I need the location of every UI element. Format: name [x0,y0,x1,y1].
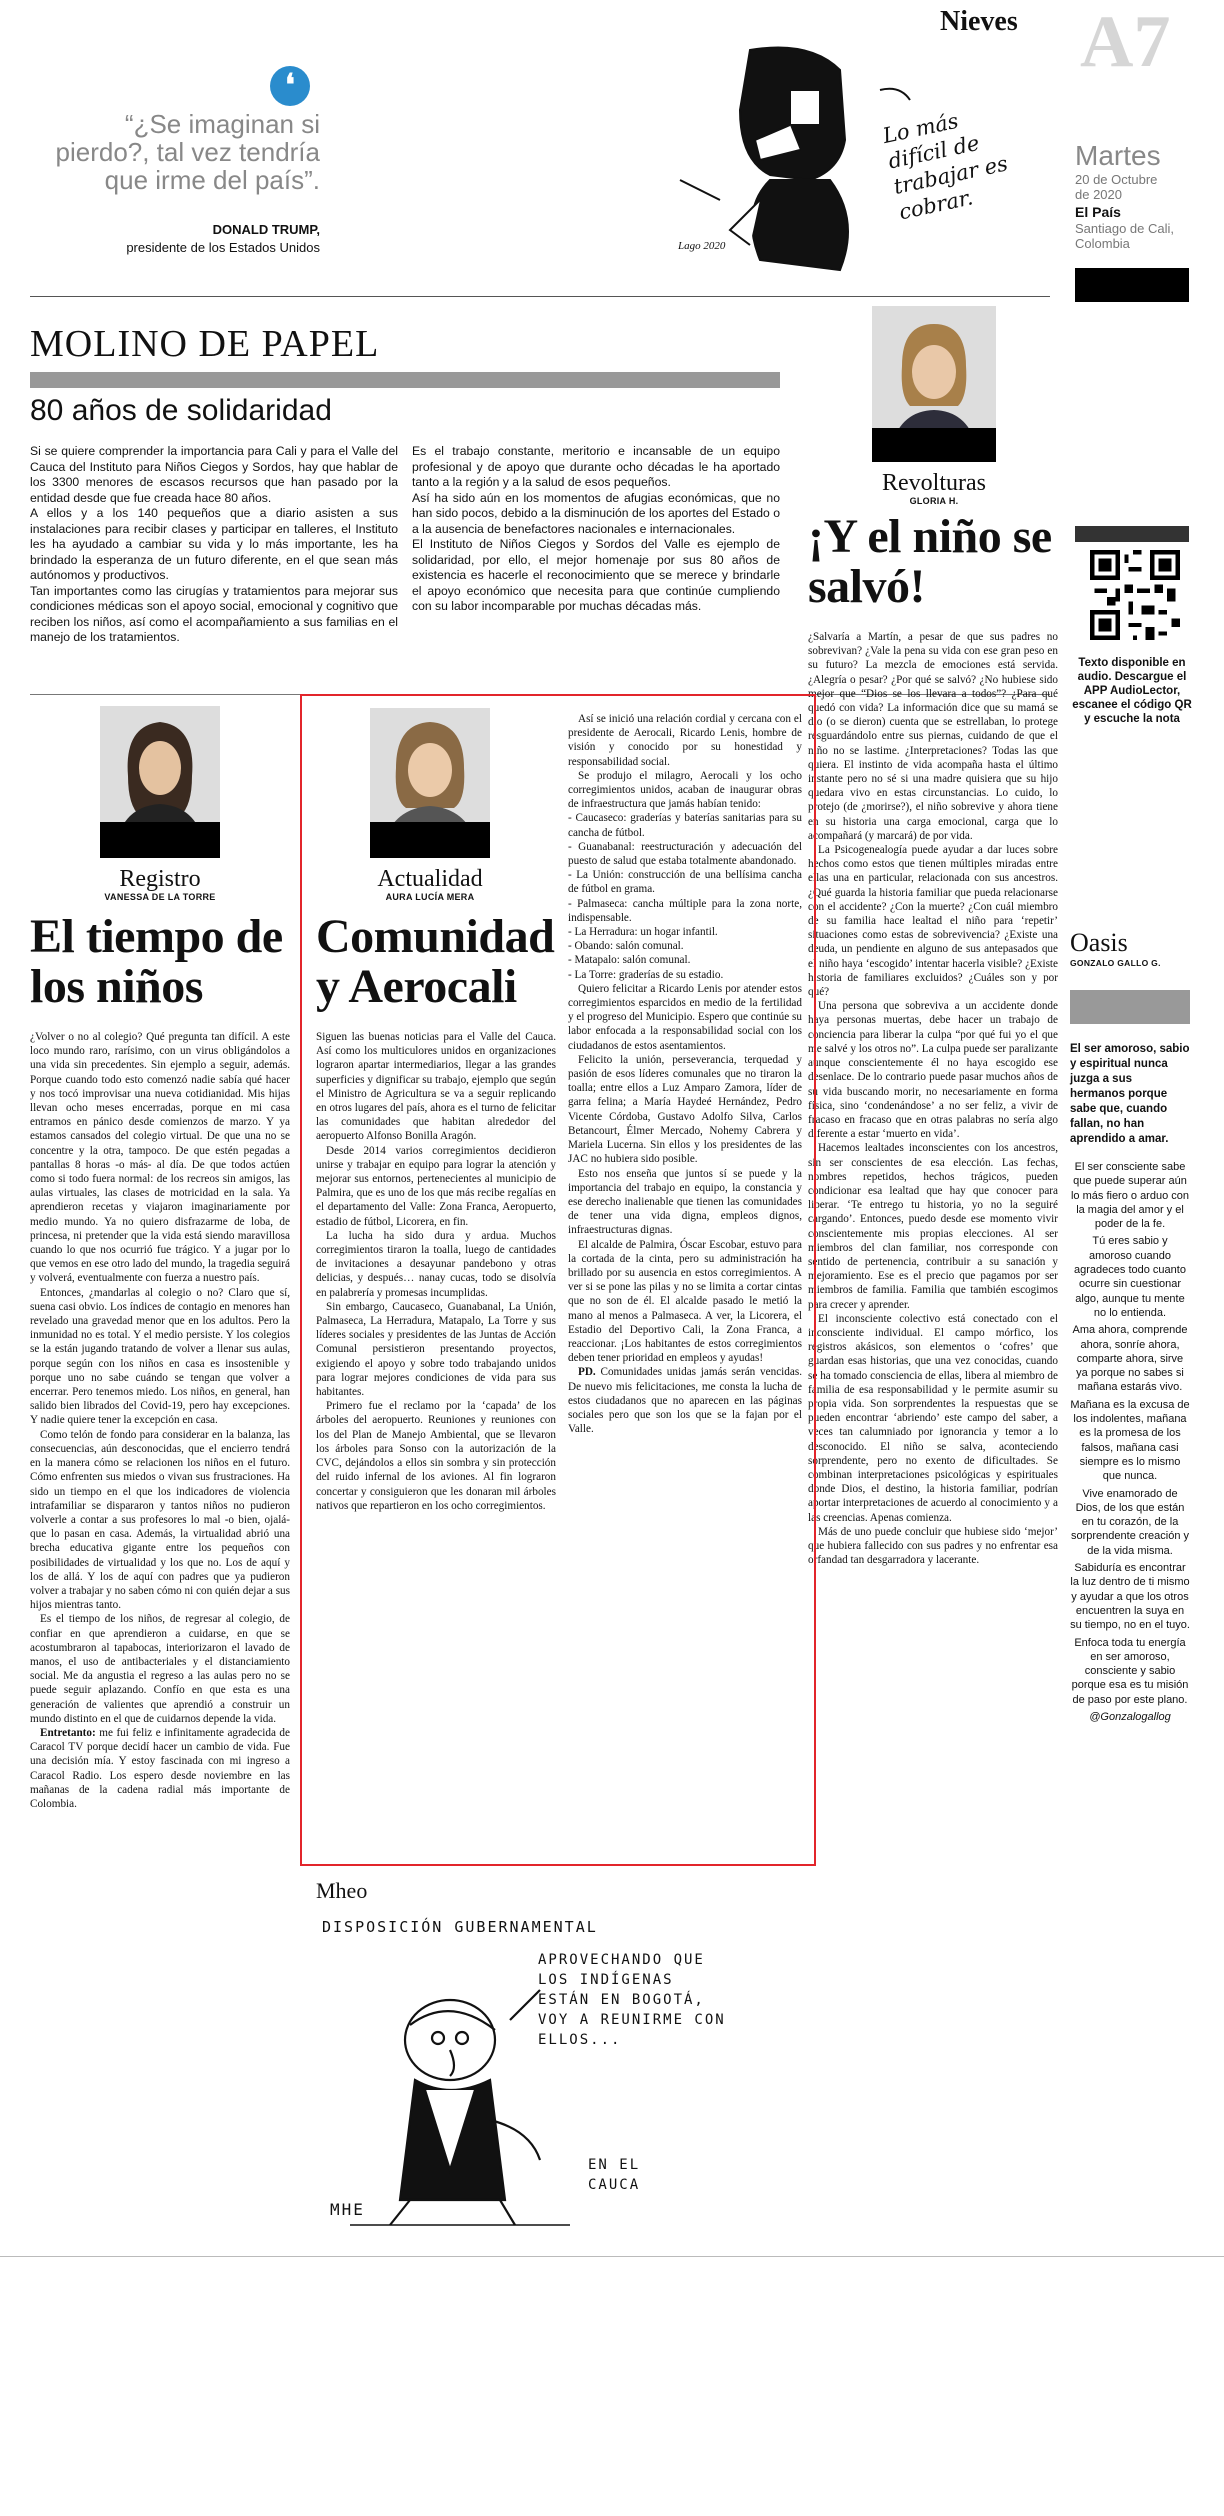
oasis-paragraph: Sabiduría es encontrar la luz dentro de ti mismo y ayudar a que los otros encuentren la suya en su tiempo, no en el tuyo. [1070,1562,1190,1632]
list-item: - Matapalo: salón comunal. [568,954,691,967]
article-paragraph: Más de uno puede concluir que hubiese sido ‘mejor’ que hubiera fallecido con sus padres y no enfrentar esa orfandad tan desgarradora y lacerante. [808,1525,1058,1567]
oasis-bar [1070,990,1190,1024]
article-paragraph [568,1365,802,1436]
article-paragraph: El alcalde de Palmira, Óscar Escobar, estuvo para la cortada de la cinta, pero su administración ha brillado por su ausencia en estos corregimientos. A ver si se pone las pilas y no se limita a cortar cintas que no son de él. El alcalde pasado le metió la mano al menos a Palmaseca. A ver, la Licorera, el Estadio del Deportivo Cali, la Zona Franca, a reaccionar. ¡Los habitantes de estos corregimientos deben tener prioridad en empleos y ayudas! [568,1238,802,1365]
list-item: - La Herradura: un hogar infantil. [568,926,718,939]
article-headline: ¡Y el niño se salvó! [808,510,1052,613]
article-paragraph: Primero fue el reclamo por la ‘capada’ de los árboles del aeropuerto. Reuniones y reuniones con los del Plan de Manejo Ambiental, que se llevaron los árboles para Sonso con la autorización de la CVC, dejándolos a ellos sin sombra y sin protección del ruido infernal de los aviones. Al fin lograron concertar y consiguieron que les donaran mil árboles nativos que repartieron en los ocho corregimientos. [316,1400,556,1512]
article-paragraph: ¿Salvaría a Martín, a pesar de que sus padres no sobrevivan? ¿Vale la pena su vida con ese gran peso en su futuro? La mezcla de emociones está servida. ¿Alegría o pesar? ¿Por qué se salvó? ¿No hubiese sido mejor que “Dios se los llevara a todos”? ¿Para qué quedó con vida? La información dice que su mamá se dio (o se dieron) cuenta que se estrellaban, lo protege resguardándolo entre sus piernas, cuidando de que el niño no se lastime. ¿Interpretaciones? Todas las que quiera. El instinto de vida acompaña hasta el último instante pero no sé si una madre quisiera que su hijo quedara vivo en estas circunstancias. Lo cuido, lo protejo (de ¿morirse?), el niño sobrevive y ahora tiene en su historia una carga emocional, carga que lo acompañará (y marcará) de por vida. [808,631,1058,842]
article-headline: Comunidad y Aerocali [316,910,555,1013]
columnist-namebar [872,428,996,462]
column-author: GLORIA H. [909,496,959,506]
article-paragraph: Hacemos lealtades inconscientes con los ancestros, sin ser conscientes de esa elección. Las fechas, nombres repetidos, hechos trágicos, pueden condicionar esa lealtad que hay que conocer para liberar. ‘Te entrego tu historia, yo no la seguiré cargando’. Entonces, puedo desde ese momento vivir conscientemente mis propias elecciones. Al ser miembros del clan familiar, nos corresponde con sentido de pertenencia, contribuir a su sanación y mejoramiento. Ese es el precio que pagamos por ser miembros de familia. Familia que también escogimos para crecer y aprender. [808,1142,1058,1311]
editorial-paragraph: Si se quiere comprender la importancia para Cali y para el Valle del Cauca del Instituto para Niños Ciegos y Sordos, hay que hablar de los 3300 menores de escasos recursos que han pasado por la entidad desde que fue creada hace 80 años. [30,444,398,505]
article-paragraph: Sin embargo, Caucaseco, Guanabanal, La Unión, Palmaseca, La Herradura, Matapalo, La Torre y sus líderes sociales y presidentes de las Juntas de Acción Comunal persistieron presentando proyectos, exigiendo el apoyo y sobre todo trabajando unidos para lograr mejores condiciones de vida para sus habitantes. [316,1300,556,1399]
oasis-paragraph: Enfoca toda tu energía en ser amoroso, consciente y sabio porque esa es tu misión de paso por este plano. [1071,1636,1189,1706]
article-body-left [316,1030,556,1513]
columnist-photo-actualidad [370,708,490,836]
paper-name: El País [1075,204,1121,220]
section-title-bar [30,372,780,388]
article-paragraph: Siguen las buenas noticias para el Valle del Cauca. Así como los multiculores unidos en organizaciones lograron apartar intermediarios, llegar a las grandes superficies y dignificar su trabajo, ejemplo que según el Ministro de Agricultura se va a seguir replicando en otros lugares del país, ahora es el turno de felicitar las comunidades que habitan alrededor del aeropuerto Alfonso Bonilla Aragón. [316,1031,556,1143]
oasis-paragraph: El ser consciente sabe que puede superar aún lo más fiero o arduo con la magia del amor y el poder de la fe. [1070,1161,1189,1231]
cartoon-title: DISPOSICIÓN GUBERNAMENTAL [322,1918,598,1936]
pd-label: PD. [578,1366,596,1379]
speech-bubble: APROVECHANDO QUE LOS INDÍGENAS ESTÁN EN BOGOTÁ, VOY A REUNIRME CON ELLOS... [538,1952,726,2048]
qr-code[interactable] [1090,550,1180,640]
editorial-paragraph: Tan importantes como las cirugías y tratamientos para mejorar sus condiciones médicas son el apoyo social, emocional y cognitivo que reciben los niños, así como el acompañamiento a sus familias en el manejo de los tratamientos. [30,583,398,644]
editorial-column-2 [412,444,780,615]
columnist-photo-revolturas [872,306,996,444]
oasis-paragraph: Vive enamorado de Dios, de los que están en tu corazón, de la sorprendente creación y de la vida misma. [1070,1487,1189,1557]
article-headline: El tiempo de los niños [30,910,283,1013]
closing-text: me fui feliz e infinitamente agradecida de Caracol TV porque decidí hacer un cambio de vida. Fue una decisión mía. Y estoy fascinada con mi ingreso a Caracol Radio. Los espero desde noviembre en las mañanas de la cadena radial más importante de Colombia. [30,1726,290,1810]
cartoon-note: EN EL CAUCA [588,2157,641,2193]
oasis-paragraph: Ama ahora, comprende ahora, sonríe ahora, comparte ahora, sirve ya porque no sabes si mañana estarás vivo. [1072,1324,1188,1394]
closing-label: Entretanto: [40,1726,96,1739]
editorial-headline: 80 años de solidaridad [30,394,332,427]
article-paragraph: Desde 2014 varios corregimientos decidieron unirse y trabajar en equipo para lograr la atención y mejorar sus entornos, pertenecientes al municipio de Palmira, que es uno de los que más recibe regalías en el departamento del Valle: Zona Franca, Aeropuerto, estadio de fútbol, Licorera, en fin. [316,1144,556,1228]
list-item: - Guanabanal: reestructuración y adecuación del puesto de salud que estaba totalmente abandonado. [568,840,802,868]
editorial-paragraph: El Instituto de Niños Ciegos y Sordos del Valle es ejemplo de solidaridad, por ello, el mejor homenaje por sus 80 años de existencia es hacerle el reconocimiento que se merece y brindarle el apoyo económico que necesita para que continúe cumpliendo con su labor incomparable por muchas décadas más. [412,537,780,613]
edition-city: Santiago de Cali, Colombia [1075,221,1175,251]
article-body-right [568,712,802,1436]
article-paragraph: La Psicogenealogía puede ayudar a dar luces sobre hechos como estos que tienen múltiples miradas entre ellas una en particular, relacionada con sus ancestros. ¿Qué guarda la historia familiar que pueda relacionarse con el accidente? ¿Con la muerte? ¿Con cuál miembro de su familia hace lealtad el niño para ‘repetir’ situaciones como estas de sobrevivencia? ¿Existe una deuda, un pendiente en alguno de sus antepasados que el niño haya ‘escogido’ intentar hacerla visible? ¿Existe historia de familiares excluidos? ¿Cuáles son y por qué? [808,844,1058,999]
qr-code-icon [1090,550,1180,640]
oasis-lead: El ser amoroso, sabio y espiritual nunca juzga a sus hermanos porque sabe que, cuando fallan, no han aprendido a amar. [1070,1043,1190,1145]
oasis-handle[interactable]: @Gonzalogallog [1089,1710,1171,1723]
article-body [30,1030,290,1811]
list-item: - Palmaseca: cancha múltiple para la zona norte, indispensable. [568,897,802,924]
section-name: Nieves [940,6,1018,37]
list-item: - Caucaseco: graderías y baterías sanitarias para su cancha de fútbol. [568,812,802,839]
bottom-rule [0,2256,1224,2257]
editorial-paragraph: Es el trabajo constante, meritorio e incansable de un equipo profesional y de apoyo que durante ocho décadas le ha aportado tanto a la región y a la salud de esos pequeños. [412,444,780,489]
top-rule [30,296,1050,297]
oasis-paragraph: Tú eres sabio y amoroso cuando agradeces todo cuanto ocurre sin cuestionar algo, aunque tu mente no lo entienda. [1074,1235,1186,1319]
article-paragraph: ¿Volver o no al colegio? Qué pregunta tan difícil. A este loco mundo raro, rarísimo, con un virus obligándolos a una vida sin precedentes. Sin ejemplo a seguir, además. Porque cuando todo esto comenzó nadie sabía qué hacer y nos tocó improvisar una nueva cotidianidad. Mis hijas llevan ocho meses encerradas, porque en mi casa entramos en pánico desde comienzos de marzo. Y ya estamos cansados del colegio virtual. De que una no se concentre y la otra, tampoco. De que estén pegadas a pantallas 8 horas -o más- al día. De que todos actúen como si todo fuera normal: de los recreos sin amigos, las aulas virtuales, las clases de motricidad en la sala. Ya aprendieron recetas y viajaron imaginariamente por medio mundo. Ya no quiero disfrazarme de loba, de princesa, ni pretender que la vida está siendo maravillosa cuando lo que nos ocurrió fue trágico. Y a jugar por lo que vemos en ese otro lado del mundo, la tragedia seguirá y volverá, eventualmente con fuerza a nuestro país. [30,1031,290,1285]
section-title: MOLINO DE PAPEL [30,323,380,365]
columnist-photo-registro [100,706,220,836]
article-paragraph: Quiero felicitar a Ricardo Lenis por atender estos corregimientos esparcidos en medio de la fertilidad y el progreso del Municipio. Espero que continúe su labor enfocada a la responsabilidad social con los ciudadanos de estos asentamientos. [568,982,802,1052]
article-paragraph: La lucha ha sido dura y ardua. Muchos corregimientos tiraron la toalla, luego de cantidades de invitaciones a desayunar pandebono y otras delicias, y después… nanay cucas, todo se disolvía en palabrería y promesas incumplidas. [316,1229,556,1299]
quote-author: DONALD TRUMP, [212,222,320,237]
article-paragraph: Entonces, ¿mandarlas al colegio o no? Claro que sí, suena casi obvio. Los índices de contagio en menores han revelado una gravedad menor que en los adultos. Pero la inmunidad no es total. Y el medio persiste. Y los colegios se la están jugando tratando de volver a llenar sus aulas, porque según con los niños en casa es insostenible y porque uno no sabe cuándo se tengan que volver a encerrar. Pero tenemos miedo. Los niños, en general, han salido bien librados del Covid-19, pero hay excepciones. Y nadie quiere tener la excepción en casa. [30,1286,290,1427]
pd-text: Comunidades unidas jamás serán vencidas. De nuevo mis felicitaciones, me consta la lucha de estos ciudadanos que no aparecen en las páginas sociales pero que son los que se la fajan por el Valle. [568,1366,802,1436]
article-paragraph: El inconsciente colectivo está conectado con el inconsciente individual. El campo mórfico, los registros akásicos, son elementos o ‘cofres’ que guardan esas historias, que una vez conocidas, cuando se ha tomado consciencia de ellas, libera al miembro de familia de esa responsabilidad y le permite asumir su propia vida. Son sorprendentes la respuestas que se pueden encontrar ‘abriendo’ este campo del saber, a veces tan calumniado por ignorancia y temor a lo desconocido. El niño se salva, aconteciendo sorprendente, pero no exento de dificultades. Se combinan interpretaciones psicológicas y espirituales donde Dios, el destino, la historia familiar, podrían aportar interpretaciones de acuerdo al conocimiento y a las creencias. Apenas comienza. [808,1312,1058,1524]
cartoon-signature: Lago 2020 [678,240,726,252]
oasis-body [1070,1160,1190,1724]
oasis-paragraph: Mañana es la excusa de los indolentes, mañana es la promesa de los falsos, mañana casi siempre es lo mismo que nunca. [1070,1398,1190,1483]
editorial-column-1 [30,444,398,646]
columnist-namebar [100,822,220,858]
article-paragraph: Esto nos enseña que juntos sí se puede y la importancia del trabajo en equipo, la constancia y ese derecho inalienable que tienen las comunidades de tener una vida digna, empleos dignos, infraestructuras dignas. [568,1167,802,1237]
qr-caption: Texto disponible en audio. Descargue el APP AudioLector, escanee el código QR y escuche la nota [1072,657,1192,725]
page-number: A7 [1080,1,1171,83]
masthead-black-bar [1075,268,1189,302]
article-paragraph: Felicito la unión, perseverancia, terquedad y pasión de esos líderes comunales que no tiraron la toalla; entre ellos a Luz Amparo Zamora, líder de garra felina; a María Haydeé Hernández, Pedro Vicente Córdoba, Gustavo Adolfo Silva, Carlos Betancourt, Élmer Mercado, Nohemy Cabrera y Mariela Lucerna. Sin ellos y los presidentes de las JAC no hubiera sido posible. [568,1053,802,1166]
article-paragraph [30,1726,290,1811]
article-paragraph: Se produjo el milagro, Aerocali y los ocho corregimientos unidos, acaban de inaugurar obras de infraestructura que jamás habían tenido: [568,769,802,811]
article-paragraph: Así se inició una relación cordial y cercana con el presidente de Aerocali, Ricardo Lenis, hombre de visión y conocido por su honestidad y responsabilidad social. [568,713,802,768]
sidebar-black-bar [1075,526,1189,542]
column-author: VANESSA DE LA TORRE [104,892,216,902]
column-author: GONZALO GALLO G. [1070,958,1161,968]
article-paragraph: Es el tiempo de los niños, de regresar al colegio, de confiar en que aprendieron a cuidarse, en que se acostumbraron al tapabocas, interiorizaron el lavado de manos, el uso de antibacteriales y el distanciamiento social. Me da angustia el regreso a las aulas pero no se puede seguir aplazando. Confío en que esta es una generación de valientes que aprendió a construir un mundo distinto en el que de cuidarnos depende la vida. [30,1613,290,1725]
cartoon-label: Mheo [316,1878,368,1903]
article-paragraph: Como telón de fondo para considerar en la balanza, las consecuencias, aún desconocidas, que el encierro tendrá en la manera cómo se relacionen los niños en el futuro. Cómo enfrenten sus miedos o vivan sus frustraciones. Ha sido un tiempo en el que los indicadores de violencia intrafamiliar se dispararon y tantos niños no pudieron volverle a contar a sus profesores lo mal -o bien, ojalá- que lo pasan en casa. Además, la virtualidad abrió una brecha educativa gigante entre los pequeños con posibilidades de virtualidad y los que no. Los de aquí y los de allá. Y los de aquí con padres que ya pudieron volver a trabajar y no saben cómo ni con quién dejar a sus hijos mientras tanto. [30,1428,290,1612]
column-name: Revolturas [882,470,986,496]
article-paragraph: Una persona que sobreviva a un accidente donde haya personas muertas, debe hacer un trabajo de conciencia para liberar la culpa “por qué fui yo el que me salvé y los otros no”. La culpa puede ser paralizante aunque conscientemente él no haya escogido ese desenlace. De lo contrario puede pasar muchos años de su vida buscando morir, no necesariamente en forma física, sino ‘condenándose’ a no ser feliz, a vivir de fracaso en fracaso que en otras palabras no sería algo diferente a estar ‘muerto en vida’. [808,1000,1058,1141]
list-item: - Obando: salón comunal. [568,940,684,953]
editorial-paragraph: A ellos y a los 140 pequeños que a diario asisten a sus instalaciones para recibir clases y participar en talleres, el Instituto les ha ayudado a cambiar su vida y lo más importante, les ha brindado la esperanza de un futuro diferente, en el que sean más autónomos y productivos. [30,506,398,582]
quote-icon: ❛ [270,66,310,106]
columnist-namebar [370,822,490,858]
portrait-icon [872,306,996,444]
political-cartoon [330,1950,800,2240]
column-author: AURA LUCÍA MERA [385,892,475,902]
editorial-cartoon [640,30,1040,290]
edition-date: 20 de Octubre de 2020 [1075,172,1158,202]
column-name: Actualidad [377,866,483,892]
quote-role: presidente de los Estados Unidos [126,240,320,255]
article-body [808,630,1058,1567]
column-name: Oasis [1070,928,1128,957]
quote-text: “¿Se imaginan si pierdo?, tal vez tendría que irme del país”. [55,109,320,195]
edition-day: Martes [1075,140,1161,171]
editorial-paragraph: Así ha sido aún en los momentos de afugias económicas, que no han sido pocos, debido a la disminución de los aportes del Estado o a la ausencia de benefactores nacionales e internacionales. [412,490,780,536]
list-item: - La Torre: graderías de su estadio. [568,968,724,981]
cartoon-signature: MHE [330,2200,365,2219]
column-name: Registro [119,866,201,892]
portrait-icon [370,708,490,836]
cartoon-caption: Lo más difícil de trabajar es cobrar. [880,108,1010,225]
portrait-icon [100,706,220,836]
list-item: - La Unión: construcción de una bellísima cancha de fútbol en grama. [568,869,802,896]
